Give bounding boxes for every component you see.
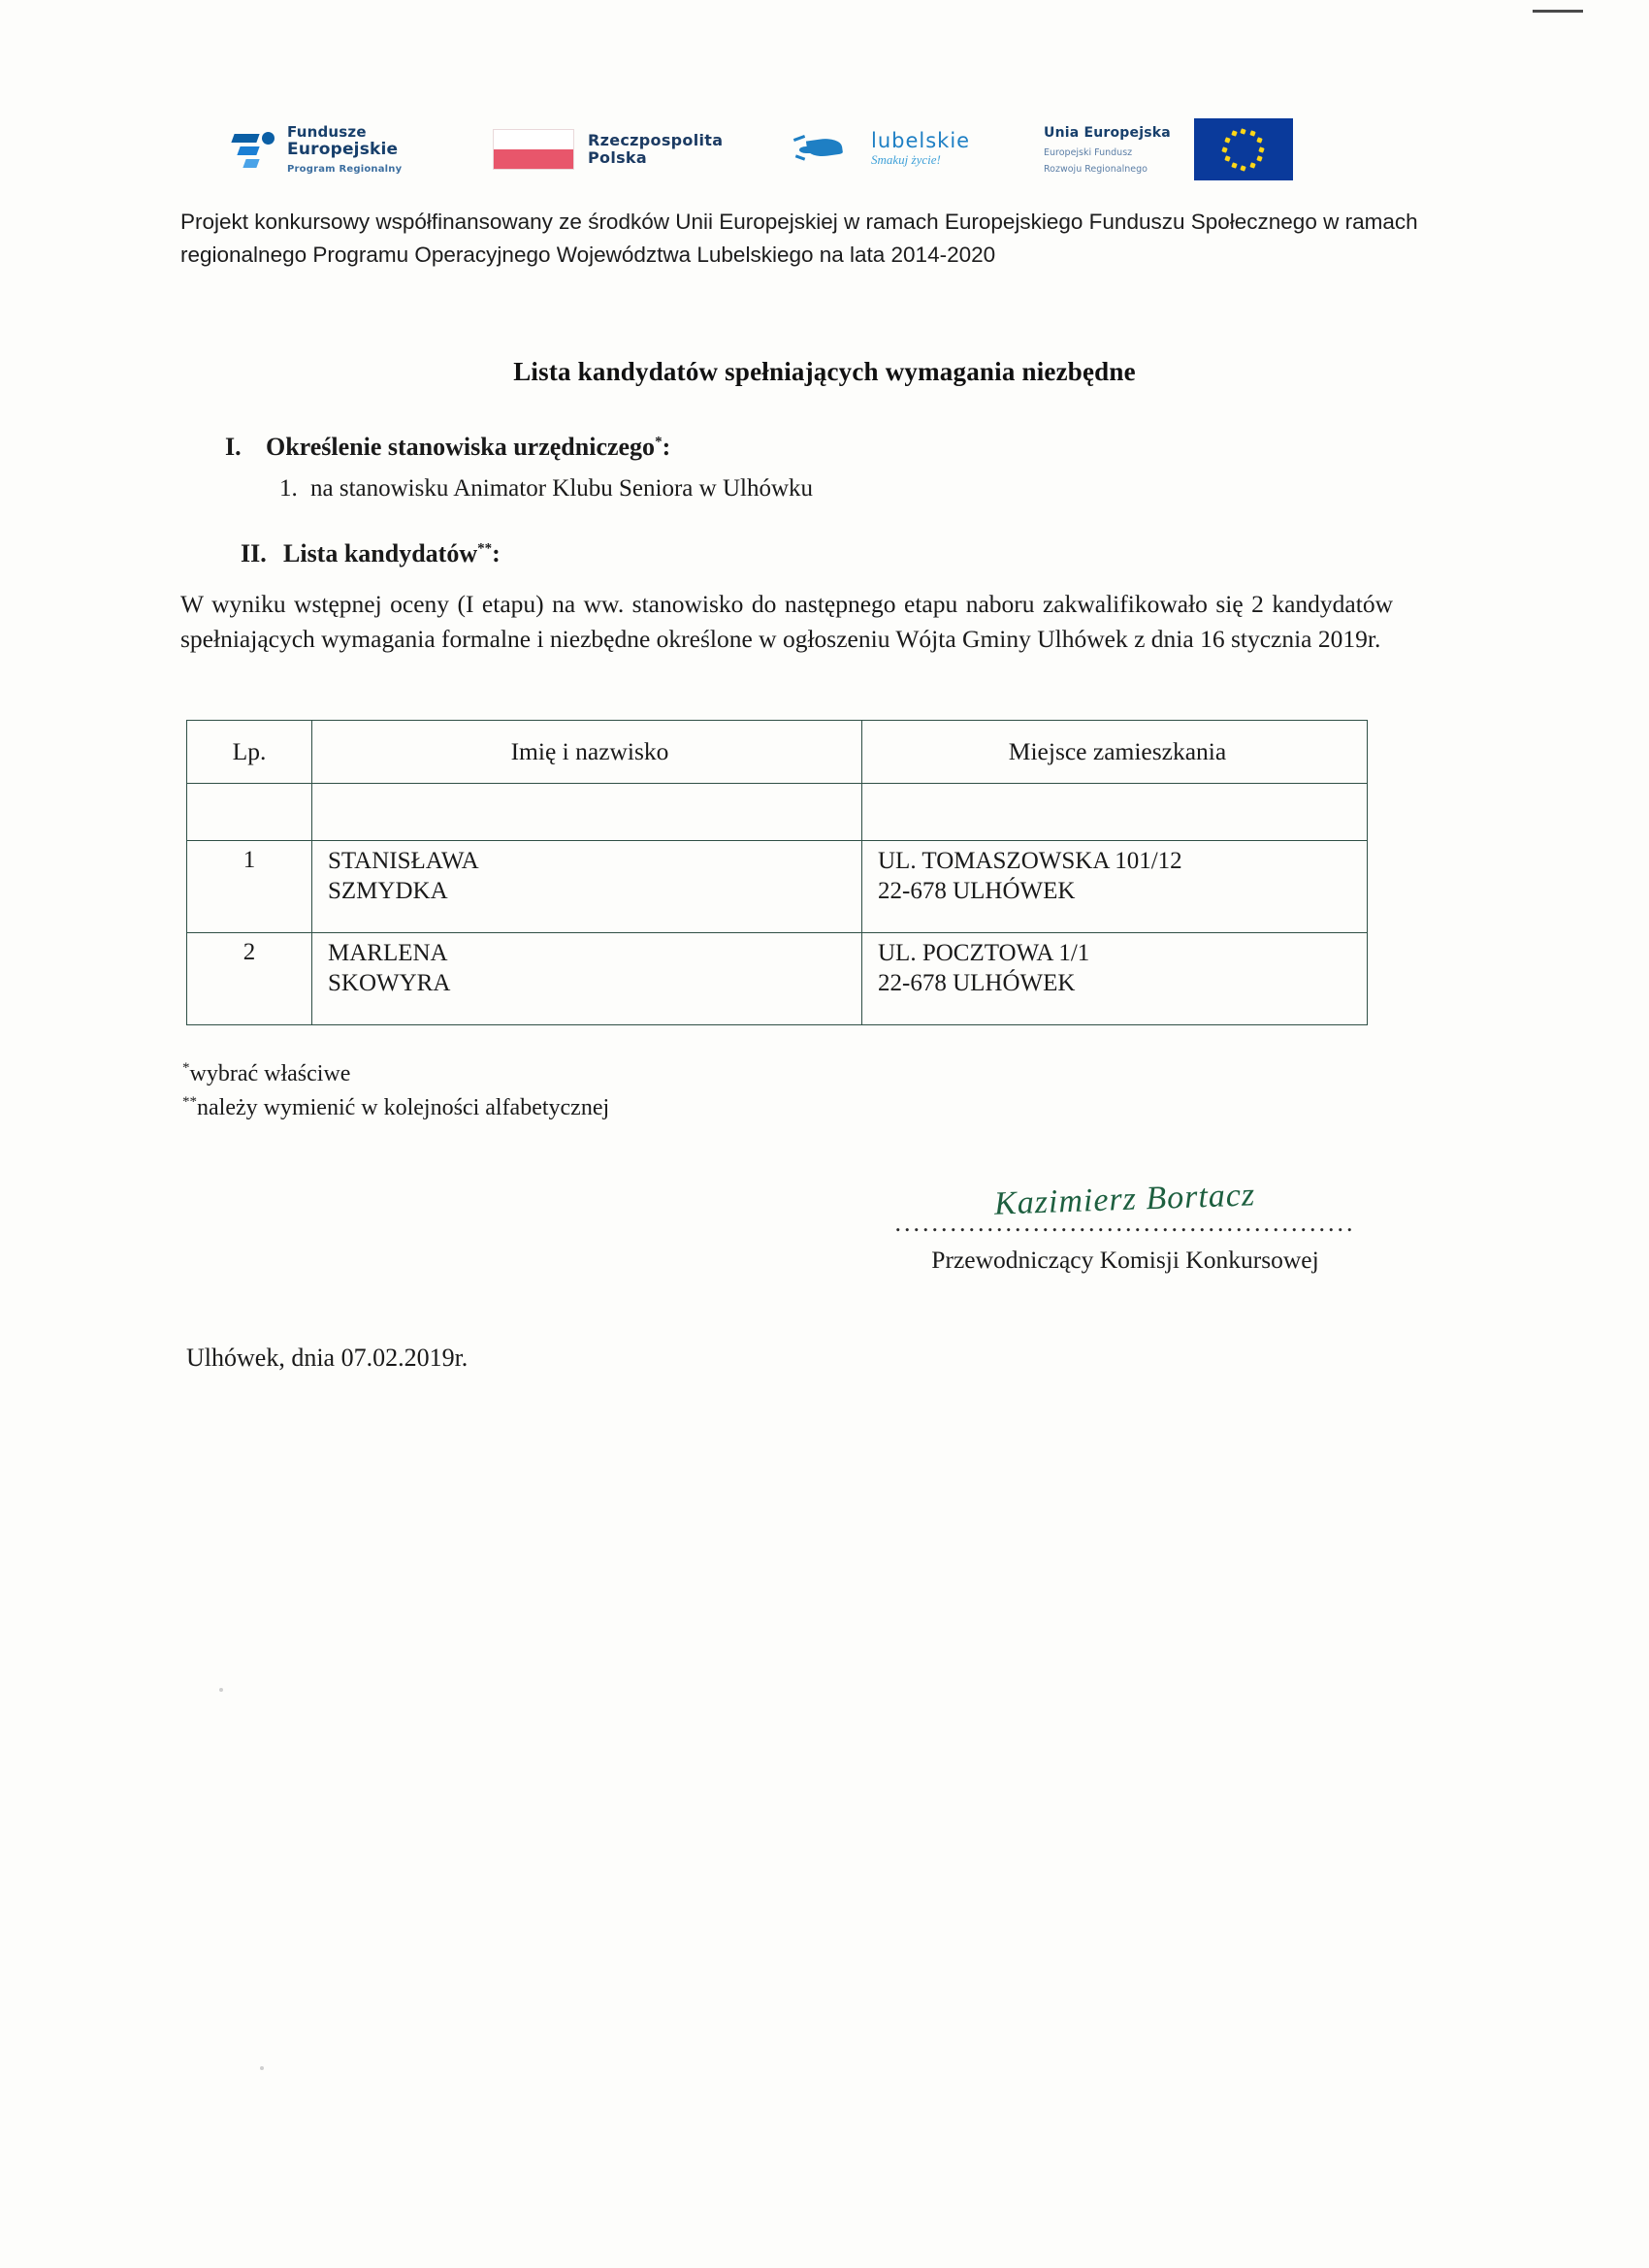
section-2-paragraph: W wyniku wstępnej oceny (I etapu) na ww. stanowisko do następnego etapu naboru zakwalifikowało się 2 kandydatów spełniających wymagania formalne i niezbędne określone w ogłoszeniu Wójta Gminy Ulhówek z dnia 16 stycznia 2019r.	[180, 590, 1393, 654]
section-2-numeral: II.	[241, 539, 267, 567]
eu-funding-logo-bar	[233, 114, 1397, 184]
column-header-address: Miejsce zamieszkania	[862, 721, 1368, 784]
lubelskie-text	[871, 130, 970, 169]
funding-header-note: Projekt konkursowy współfinansowany ze środków Unii Europejskiej w ramach Europejskiego Funduszu Społecznego w ramach regionalnego Programu Operacyjnego Województwa Lubelskiego na lata 2014-2020	[180, 210, 1418, 267]
lubelskie-bird-icon	[793, 127, 861, 172]
cell-name-line1: MARLENA	[328, 940, 448, 966]
signature-caption: Przewodniczący Komisji Konkursowej	[931, 1246, 1319, 1274]
candidates-table	[186, 720, 1368, 1025]
section-1-numeral: I.	[225, 433, 242, 461]
unia-europejska-logo	[1044, 117, 1364, 181]
scan-speck	[219, 1688, 223, 1692]
cell-address	[862, 841, 1368, 933]
eu-flag-icon	[1194, 118, 1293, 180]
cell-address-line1: UL. POCZTOWA 1/1	[878, 940, 1090, 966]
cell-lp: 2	[187, 933, 312, 1025]
column-header-name: Imię i nazwisko	[312, 721, 862, 784]
lubelskie-line2: Smakuj życie!	[871, 152, 941, 167]
scan-speck	[260, 2066, 264, 2070]
unia-line1: Unia Europejska	[1044, 125, 1171, 142]
table-header-row	[187, 721, 1368, 784]
table-row	[187, 933, 1368, 1025]
handwritten-signature: Kazimierz Bortacz	[993, 1177, 1257, 1222]
rzeczpospolita-line1: Rzeczpospolita	[588, 131, 724, 150]
footnote-2	[182, 1091, 609, 1125]
unia-europejska-text	[1044, 123, 1171, 176]
section-2-heading	[241, 539, 501, 568]
fundusze-europejskie-text	[287, 123, 402, 175]
table-head	[187, 721, 1368, 784]
footnote-1	[182, 1057, 609, 1091]
section-1-footnote-marker: *	[655, 434, 663, 450]
cell-name-line2: SZMYDKA	[328, 877, 448, 904]
cell-address-line1: UL. TOMASZOWSKA 101/12	[878, 848, 1182, 874]
spacer-cell-address	[862, 784, 1368, 841]
section-1-heading-text: Określenie stanowiska urzędniczego	[266, 433, 656, 461]
polish-flag-icon	[493, 129, 574, 170]
table-row	[187, 841, 1368, 933]
rzeczpospolita-line2: Polska	[588, 148, 647, 167]
cell-name-line1: STANISŁAWA	[328, 848, 479, 874]
section-1-colon: :	[662, 433, 671, 461]
lubelskie-logo	[793, 117, 1036, 181]
cell-address-line2: 22-678 ULHÓWEK	[878, 969, 1076, 996]
footnote-2-text: należy wymienić w kolejności alfabetycznej	[197, 1094, 610, 1120]
section-1-heading	[225, 433, 670, 462]
unia-line2: Europejski Fundusz	[1044, 146, 1133, 158]
unia-line3: Rozwoju Regionalnego	[1044, 164, 1148, 176]
cell-address	[862, 933, 1368, 1025]
column-header-lp: Lp.	[187, 721, 312, 784]
signature-block	[854, 1177, 1397, 1275]
fundusze-line3: Program Regionalny	[287, 163, 403, 175]
section-1-item-number: 1.	[279, 475, 298, 502]
section-2-heading-text: Lista kandydatów	[283, 539, 478, 567]
cell-name	[312, 933, 862, 1025]
cell-name-line2: SKOWYRA	[328, 969, 451, 996]
footnote-2-marker: **	[182, 1093, 197, 1110]
section-1-item	[279, 475, 813, 502]
table-body	[187, 784, 1368, 1025]
section-2-colon: :	[492, 539, 501, 567]
cell-name	[312, 841, 862, 933]
page-title: Lista kandydatów spełniających wymagania niezbędne	[513, 357, 1136, 386]
signature-dotted-line: ..................................................	[894, 1215, 1356, 1234]
place-and-date: Ulhówek, dnia 07.02.2019r.	[186, 1344, 469, 1372]
footnotes	[182, 1057, 609, 1125]
fundusze-europejskie-logo	[233, 117, 475, 181]
spacer-cell-name	[312, 784, 862, 841]
footnote-1-marker: *	[182, 1060, 190, 1076]
scan-corner-mark	[1533, 10, 1583, 13]
lubelskie-line1: lubelskie	[871, 129, 971, 153]
table-spacer-row	[187, 784, 1368, 841]
rzeczpospolita-polska-logo	[493, 117, 784, 181]
cell-lp: 1	[187, 841, 312, 933]
footnote-1-text: wybrać właściwe	[189, 1061, 351, 1086]
section-1-item-text: na stanowisku Animator Klubu Seniora w Ulhówku	[310, 475, 814, 502]
fundusze-line2: Europejskie	[287, 139, 399, 159]
rzeczpospolita-text	[588, 132, 723, 167]
cell-address-line2: 22-678 ULHÓWEK	[878, 877, 1076, 904]
section-2-footnote-marker: **	[477, 540, 493, 557]
fundusze-europejskie-icon	[233, 128, 277, 171]
fundusze-line1: Fundusze	[287, 123, 367, 142]
spacer-cell-lp	[187, 784, 312, 841]
